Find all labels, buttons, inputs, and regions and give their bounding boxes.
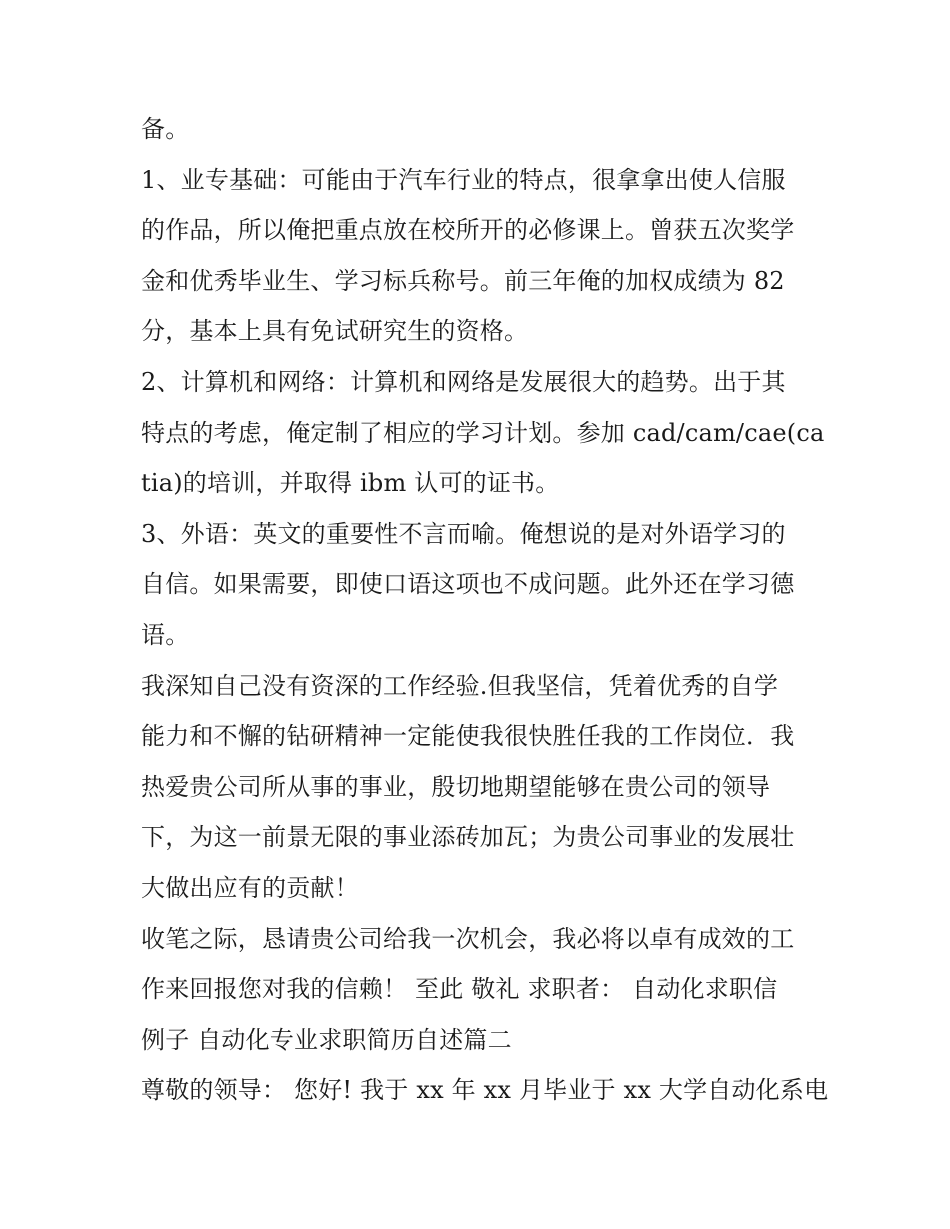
text-line: tia)的培训，并取得 ibm 认可的证书。 [141,469,560,497]
text-line: 2、计算机和网络：计算机和网络是发展很大的趋势。出于其 [141,368,786,396]
text-line: 大做出应有的贡献！ [141,874,359,902]
text-line: 下，为这一前景无限的事业添砖加瓦；为贵公司事业的发展壮 [141,823,795,851]
text-line: 3、外语：英文的重要性不言而喻。俺想说的是对外语学习的 [141,520,786,548]
text-line: 语。 [141,621,190,649]
text-line: 尊敬的领导： 您好! 我于 xx 年 xx 月毕业于 xx 大学自动化系电 [141,1076,829,1104]
text-line: 1、业专基础：可能由于汽车行业的特点，很拿拿出使人信服 [141,166,786,194]
text-line: 特点的考虑，俺定制了相应的学习计划。参加 cad/cam/cae(ca [141,419,825,447]
text-line: 热爱贵公司所从事的事业，殷切地期望能够在贵公司的领导 [141,773,771,801]
text-line: 分，基本上具有免试研究生的资格。 [141,317,529,345]
text-line: 的作品，所以俺把重点放在校所开的必修课上。曾获五次奖学 [141,216,795,244]
text-line: 能力和不懈的钻研精神一定能使我很快胜任我的工作岗位．我 [141,722,795,750]
text-line: 金和优秀毕业生、学习标兵称号。前三年俺的加权成绩为 82 [141,267,785,295]
text-line: 我深知自己没有资深的工作经验.但我坚信，凭着优秀的自学 [141,672,779,700]
text-line: 例子 自动化专业求职简历自述篇二 [141,1026,512,1054]
text-line: 作来回报您对我的信赖！ 至此 敬礼 求职者： 自动化求职信 [141,975,778,1003]
text-line: 自信。如果需要，即使口语这项也不成问题。此外还在学习德 [141,570,795,598]
text-line: 收笔之际，恳请贵公司给我一次机会，我必将以卓有成效的工 [141,925,795,953]
text-line: 备。 [141,115,190,143]
